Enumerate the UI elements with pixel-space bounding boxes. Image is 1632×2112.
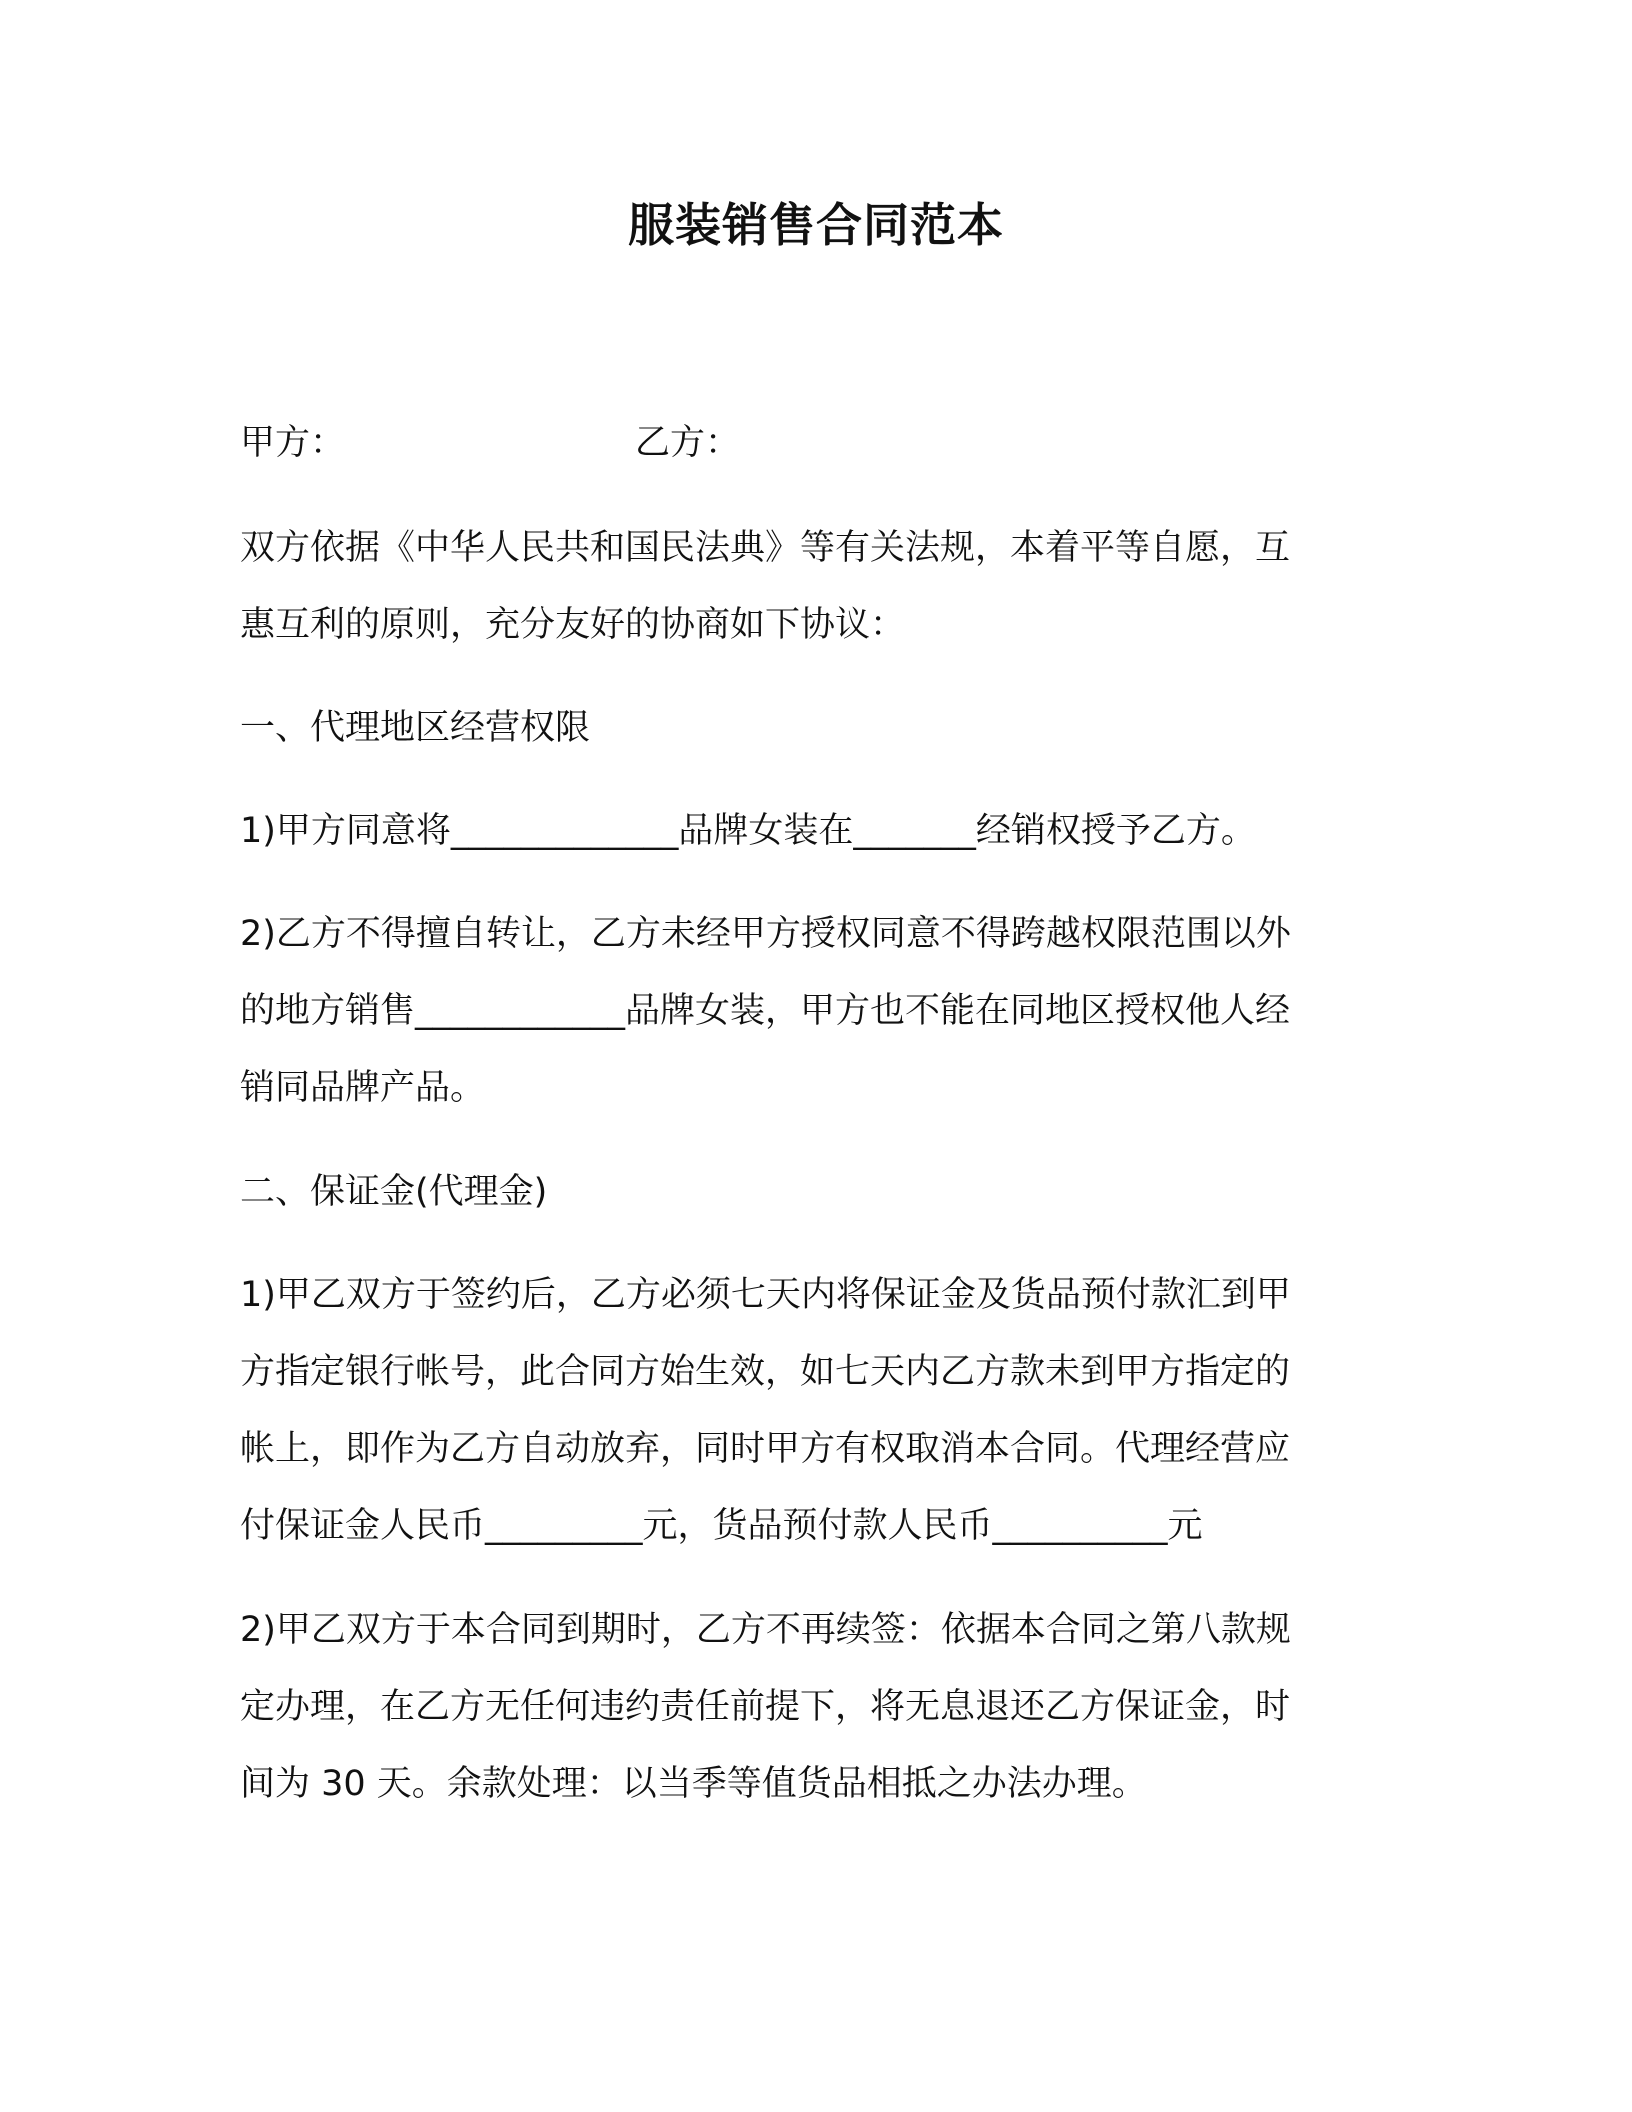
clause-1-2-line-1: 2)乙方不得擅自转让，乙方未经甲方授权同意不得跨越权限范围以外 <box>240 914 1291 954</box>
clause-2-1-line-2: 方指定银行帐号，此合同方始生效，如七天内乙方款未到甲方指定的 <box>240 1352 1291 1392</box>
party-a-label: 甲方： <box>240 423 346 463</box>
intro-line-2: 惠互利的原则，充分友好的协商如下协议： <box>240 605 906 645</box>
clause-1-2-line-3: 销同品牌产品。 <box>240 1068 486 1108</box>
clause-2-2-line-2: 定办理，在乙方无任何违约责任前提下，将无息退还乙方保证金，时 <box>240 1687 1291 1727</box>
document-title: 服装销售合同范本 <box>628 198 1004 252</box>
clause-2-2-line-3: 间为 30 天。余款处理：以当季等值货品相抵之办法办理。 <box>240 1764 1147 1804</box>
party-b-label: 乙方： <box>635 423 741 463</box>
clause-2-1-line-1: 1)甲乙双方于签约后，乙方必须七天内将保证金及货品预付款汇到甲 <box>240 1275 1291 1315</box>
clause-1-1: 1)甲方同意将_____________品牌女装在_______经销权授予乙方。 <box>240 811 1256 851</box>
clause-1-2-line-2: 的地方销售____________品牌女装，甲方也不能在同地区授权他人经 <box>240 991 1291 1031</box>
clause-2-1-line-4: 付保证金人民币_________元，货品预付款人民币__________元 <box>240 1506 1203 1546</box>
clause-2-1-line-3: 帐上，即作为乙方自动放弃，同时甲方有权取消本合同。代理经营应 <box>240 1429 1291 1469</box>
clause-2-2-line-1: 2)甲乙双方于本合同到期时，乙方不再续签：依据本合同之第八款规 <box>240 1610 1291 1650</box>
section-heading-2: 二、保证金(代理金) <box>240 1172 548 1212</box>
section-heading-1: 一、代理地区经营权限 <box>240 708 591 748</box>
intro-line-1: 双方依据《中华人民共和国民法典》等有关法规，本着平等自愿，互 <box>240 528 1291 568</box>
